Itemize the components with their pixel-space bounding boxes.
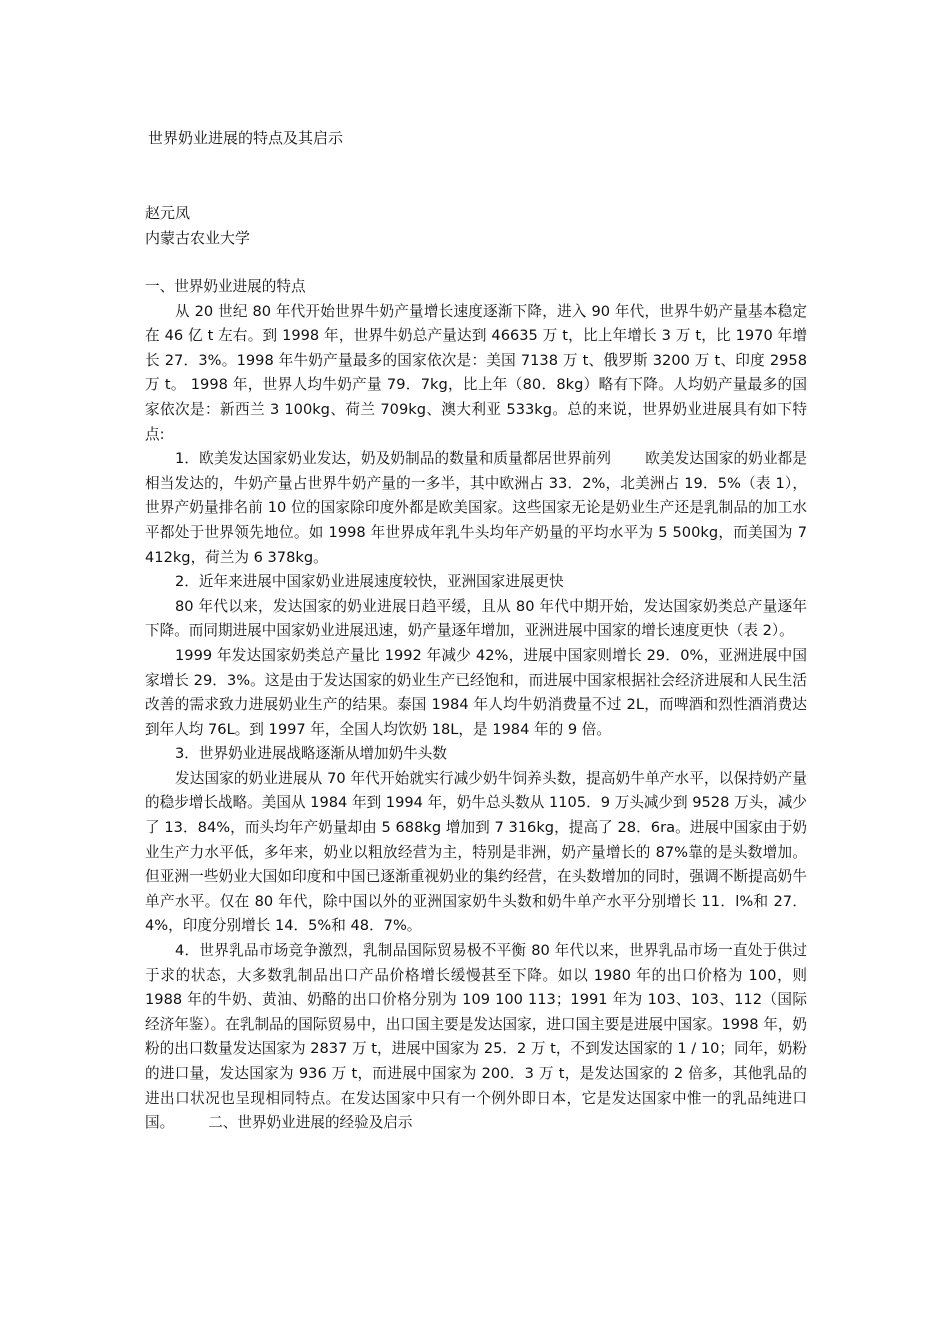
subheading-paragraph [145,447,807,570]
paragraph: 发达国家的奶业进展从 70 年代开始就实行减少奶牛饲养头数，提高奶牛单产水平，以保持奶产量的稳步增长战略。美国从 1984 年到 1994 年，奶牛总头数从 1105．9 万头减少到 9528 万头，减少了 13．84%，而头均年产奶量却由 5 688kg 增加到 7 316kg，提高了 28．6ra。进展中国家由于奶业生产力水平低，多年来，奶业以粗放经营为主，特别是非洲，奶产量增长的 87%靠的是头数增加。但亚洲一些奶业大国如印度和中国已逐渐重视奶业的集约经营，在头数增加的同时，强调不断提高奶牛单产水平。仅在 80 年代，除中国以外的亚洲国家奶牛头数和奶牛单产水平分别增长 11．l%和 27．4%，印度分别增长 14．5%和 48．7%。 [145,769,807,935]
paragraph-with-section-heading [145,939,807,1136]
document-body [145,275,807,1136]
subheading: 2．近年来进展中国家奶业进展速度较快，亚洲国家进展更快 [175,573,564,591]
paragraph: 1999 年发达国家奶类总产量比 1992 年减少 42%，进展中国家则增长 29．0%，亚洲进展中国家增长 29．3%。这是由于发达国家的奶业生产已经饱和，而进展中国家根据社会经济进展和人民生活改善的需求致力进展奶业生产的结果。泰国 1984 年人均牛奶消费量不过 2L，而啤酒和烈性酒消费达到年人均 76L。到 1997 年，全国人均饮奶 18L，是 1984 年的 9 倍。 [145,646,807,738]
document-title: 世界奶业进展的特点及其启示 [148,129,344,147]
author-affiliation: 内蒙古农业大学 [145,229,251,247]
paragraph: 从 20 世纪 80 年代开始世界牛奶产量增长速度逐渐下降，进入 90 年代，世界牛奶产量基本稳定在 46 亿 t 左右。到 1998 年，世界牛奶总产量达到 46635 万 t，比上年增长 3 万 t，比 1970 年增长 27．3%。1998 年牛奶产量最多的国家依次是：美国 7138 万 t、俄罗斯 3200 万 t、印度 2958 万 t。 1998 年，世界人均牛奶产量 79．7kg，比上年（80．8kg）略有下降。人均奶产量最多的国家依次是：新西兰 3 100kg、荷兰 709kg、澳大利亚 533kg。总的来说，世界奶业进展具有如下特点: [145,302,807,443]
subheading: 1．欧美发达国家奶业发达，奶及奶制品的数量和质量都居世界前列 [175,450,612,468]
paragraph-text: 4．世界乳品市场竞争激烈，乳制品国际贸易极不平衡 80 年代以来，世界乳品市场一直处于供过于求的状态，大多数乳制品出口产品价格增长缓慢甚至下降。如以 1980 年的出口价格为 100，则 1988 年的牛奶、黄油、奶酪的出口价格分别为 109 100 113；1991 年为 103、103、112（国际经济年鉴）。在乳制品的国际贸易中，出口国主要是发达国家，进口国主要是进展中国家。1998 年，奶粉的出口数量发达国家为 2837 万 t，进展中国家为 25．2 万 t，不到发达国家的 1 / 10；同年，奶粉的进口量，发达国家为 936 万 t，而进展中国家为 200．3 万 t，是发达国家的 2 倍多，其他乳品的进出口状况也呈现相同特点。在发达国家中只有一个例外即日本，它是发达国家中惟一的乳品纯进口国。 [145,942,808,1132]
section-heading-1: 一、世界奶业进展的特点 [145,278,306,295]
author-name: 赵元凤 [145,204,191,222]
subheading: 3．世界奶业进展战略逐渐从增加奶牛头数 [175,745,447,763]
paragraph: 80 年代以来，发达国家的奶业进展日趋平缓，且从 80 年代中期开始，发达国家奶类总产量逐年下降。而同期进展中国家奶业进展迅速，奶产量逐年增加，亚洲进展中国家的增长速度更快（表 2）。 [145,597,807,640]
section-heading-2: 二、世界奶业进展的经验及启示 [208,1114,413,1132]
paragraph-text: 欧美发达国家的奶业都是相当发达的，牛奶产量占世界牛奶产量的一多半，其中欧洲占 33．2%，北美洲占 19．5%（表 1），世界产奶量排名前 10 位的国家除印度外都是欧美国家。这些国家无论是奶业生产还是乳制品的加工水平都处于世界领先地位。如 1998 年世界成年乳牛头均年产奶量的平均水平为 5 500kg，而美国为 7 412kg，荷兰为 6 378kg。 [145,450,807,566]
